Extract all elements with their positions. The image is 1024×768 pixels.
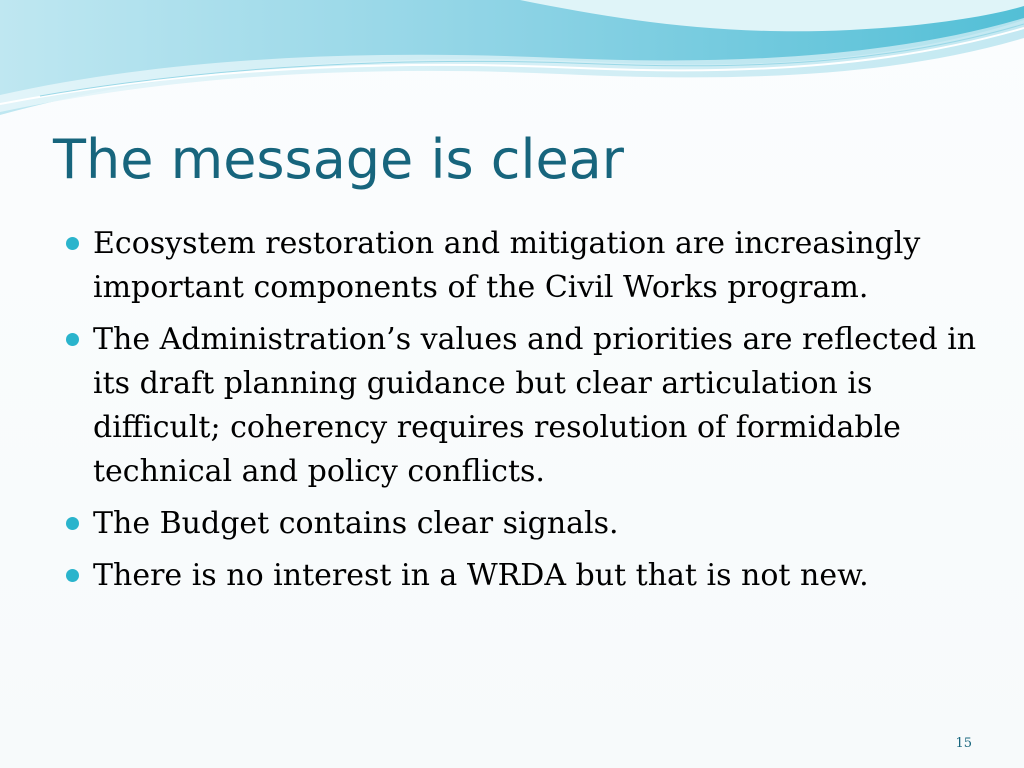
bullet-text: There is no interest in a WRDA but that is not new.: [93, 558, 869, 593]
slide-title: The message is clear: [53, 128, 624, 191]
bullet-text: Ecosystem restoration and mitigation are increasingly important components of the Civil Works program.: [93, 226, 921, 305]
bullet-item: [62, 554, 982, 598]
header-wave-decoration: [0, 0, 1024, 130]
filled-circle-icon: [66, 237, 79, 250]
bullet-text: The Budget contains clear signals.: [93, 506, 619, 541]
filled-circle-icon: [66, 517, 79, 530]
filled-circle-icon: [66, 333, 79, 346]
page-number: 15: [955, 736, 972, 751]
bullet-list: [62, 222, 982, 606]
bullet-text: The Administration’s values and priorities are reflected in its draft planning guidance but clear articulation is difficult; coherency requires resolution of formidable technical and policy conflicts.: [93, 322, 977, 489]
bullet-item: [62, 318, 982, 494]
filled-circle-icon: [66, 569, 79, 582]
bullet-item: [62, 222, 982, 310]
bullet-item: [62, 502, 982, 546]
